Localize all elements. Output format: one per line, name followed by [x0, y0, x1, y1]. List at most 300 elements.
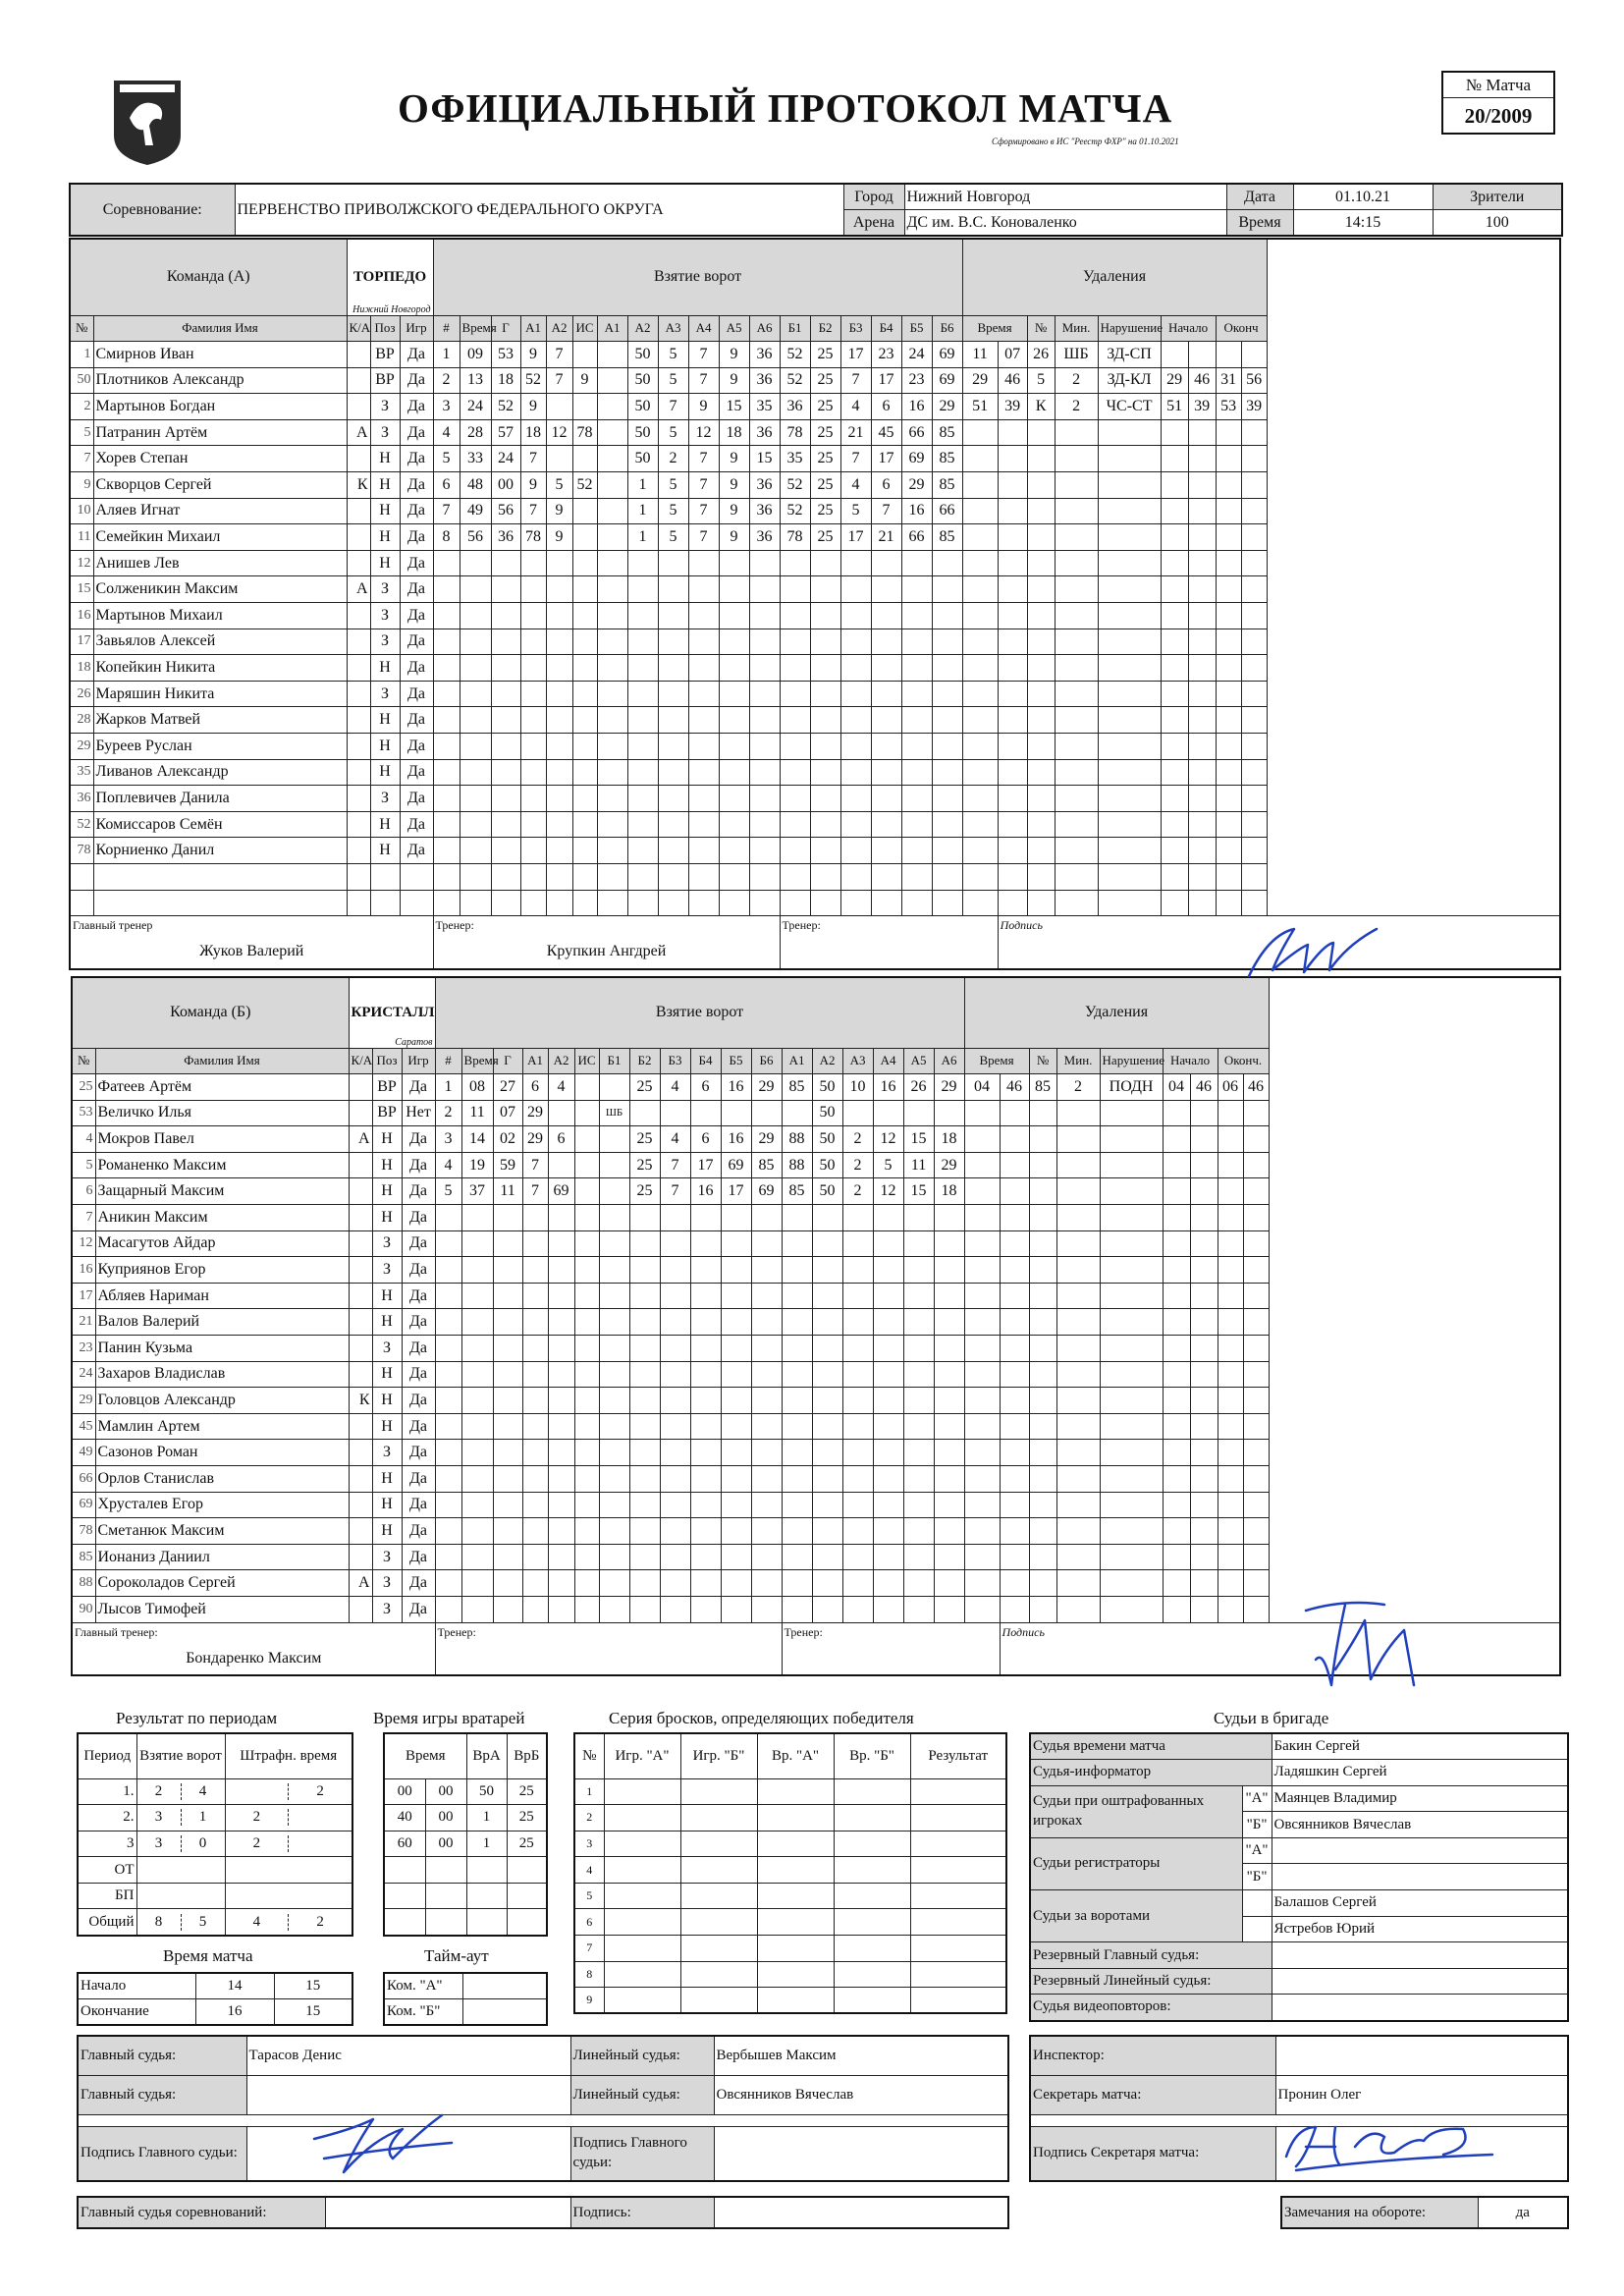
col-pen-start: Начало: [1161, 315, 1216, 342]
col-onice-6: А1: [782, 1048, 812, 1074]
onice-cell: 17: [840, 342, 871, 368]
onice-cell: 1: [627, 498, 658, 524]
player-number: 85: [72, 1544, 95, 1570]
player-name: Плотников Александр: [93, 367, 347, 394]
player-played: Да: [400, 655, 433, 682]
player-row: [72, 1074, 1560, 1101]
onice-cell: 29: [932, 394, 962, 420]
onice-cell: [690, 1100, 721, 1126]
onice-cell: 29: [901, 472, 932, 499]
player-number: 5: [70, 419, 93, 446]
col-ka: К/А: [349, 1048, 372, 1074]
col-pen-2: Мин.: [1056, 1048, 1100, 1074]
onice-cell: 5: [658, 342, 688, 368]
match-start-min: 15: [274, 1973, 352, 1999]
player-row: [70, 342, 1560, 368]
player-position: ВР: [372, 1100, 402, 1126]
gk-cell: 00: [425, 1778, 466, 1805]
player-row: [70, 863, 1560, 890]
referees-title: Судьи в бригаде: [1214, 1709, 1329, 1727]
player-played: Да: [400, 394, 433, 420]
pen-end: 56: [1241, 367, 1267, 394]
onice-cell: 52: [780, 367, 810, 394]
player-name: Сазонов Роман: [95, 1440, 349, 1466]
player-number: 24: [72, 1361, 95, 1388]
onice-cell: 69: [932, 367, 962, 394]
onice-cell: 7: [688, 446, 719, 472]
col-goal-2: Г: [493, 1048, 522, 1074]
player-played: Да: [400, 446, 433, 472]
player-name: Валов Валерий: [95, 1309, 349, 1336]
onice-cell: [597, 472, 627, 499]
onice-cell: 15: [903, 1178, 934, 1205]
onice-cell: 23: [871, 342, 901, 368]
player-name: Смирнов Иван: [93, 342, 347, 368]
goal-cell: 7: [522, 1178, 548, 1205]
player-number: 7: [72, 1205, 95, 1231]
goal-cell: 36: [491, 524, 520, 551]
gk-cell: 00: [425, 1831, 466, 1857]
goal-cell: [572, 498, 597, 524]
onice-cell: 5: [873, 1152, 903, 1178]
player-row: [70, 655, 1560, 682]
match-end-min: 15: [274, 1999, 352, 2026]
player-played: Да: [402, 1413, 435, 1440]
onice-cell: 10: [842, 1074, 873, 1101]
player-number: 1: [70, 342, 93, 368]
goal-cell: 28: [460, 419, 491, 446]
period-goals-a: 3: [137, 1809, 182, 1826]
onice-cell: [873, 1100, 903, 1126]
player-number: 12: [70, 550, 93, 576]
player-name: Панин Кузьма: [95, 1336, 349, 1362]
pen-start: 46: [1188, 367, 1216, 394]
pen-start: [1188, 342, 1216, 368]
player-played: Да: [402, 1074, 435, 1101]
player-row: [72, 1413, 1560, 1440]
ref-time-label: Судья времени матча: [1030, 1733, 1272, 1760]
player-role: [347, 498, 370, 524]
competition-label: Соревнование:: [70, 184, 235, 236]
player-name: Ливанов Александр: [93, 759, 347, 786]
player-played: Да: [402, 1518, 435, 1545]
ref-registrar-label: Судьи регистраторы: [1030, 1837, 1242, 1889]
goal-cell: [572, 446, 597, 472]
player-number: 78: [72, 1518, 95, 1545]
onice-cell: 7: [660, 1178, 690, 1205]
player-row: [70, 707, 1560, 734]
player-role: [349, 1440, 372, 1466]
goal-cell: 29: [522, 1126, 548, 1153]
col-goal-3: А1: [522, 1048, 548, 1074]
player-position: Н: [372, 1178, 402, 1205]
player-role: [349, 1283, 372, 1309]
player-position: З: [372, 1257, 402, 1284]
onice-cell: [597, 419, 627, 446]
goal-cell: [572, 394, 597, 420]
col-pen-3: Нарушение: [1098, 315, 1161, 342]
onice-cell: 5: [658, 419, 688, 446]
onice-cell: 16: [901, 498, 932, 524]
period-h1: Взятие ворот: [136, 1733, 225, 1778]
shootout-number: 3: [574, 1831, 604, 1857]
gk-row: [384, 1857, 547, 1884]
player-role: [349, 1361, 372, 1388]
shootout-table: [573, 1732, 1007, 2014]
col-onice-8: Б3: [840, 315, 871, 342]
player-played: Да: [400, 576, 433, 603]
player-position: Н: [370, 734, 400, 760]
player-played: Да: [402, 1596, 435, 1622]
player-position: Н: [372, 1309, 402, 1336]
player-position: З: [372, 1440, 402, 1466]
pen-time: 46: [998, 367, 1027, 394]
player-role: [349, 1178, 372, 1205]
pen-player: 26: [1027, 342, 1055, 368]
col-goal-1: Время: [460, 315, 491, 342]
team_b-trainer1-label: Тренер:: [437, 1624, 476, 1639]
player-number: 49: [72, 1440, 95, 1466]
pen-time: 51: [962, 394, 998, 420]
team_b-name: КРИСТАЛЛ: [351, 1005, 435, 1021]
periods-table: [77, 1732, 353, 1937]
onice-cell: 21: [871, 524, 901, 551]
goal-cell: 7: [433, 498, 460, 524]
shootout-title: Серия бросков, определяющих победителя: [609, 1709, 914, 1727]
shootout-number: 4: [574, 1857, 604, 1884]
col-goal-1: Время: [461, 1048, 493, 1074]
gk-row: [384, 1778, 547, 1805]
pen-start: 51: [1161, 394, 1188, 420]
player-played: Да: [400, 681, 433, 707]
onice-cell: 18: [934, 1126, 964, 1153]
shootout-row: [574, 1805, 1006, 1831]
onice-cell: [597, 524, 627, 551]
onice-cell: 66: [901, 524, 932, 551]
ref-goal-1: Балашов Сергей: [1272, 1890, 1568, 1917]
goal-cell: [546, 394, 572, 420]
player-name: Аляев Игнат: [93, 498, 347, 524]
ref-reserve-main: Резервный Главный судья:: [1030, 1942, 1272, 1969]
player-position: З: [370, 629, 400, 655]
gk-h1: ВрА: [466, 1733, 507, 1778]
document-title: ОФИЦИАЛЬНЫЙ ПРОТОКОЛ МАТЧА: [398, 85, 1173, 131]
onice-cell: 17: [690, 1152, 721, 1178]
onice-cell: 16: [901, 394, 932, 420]
player-name: Копейкин Никита: [93, 655, 347, 682]
pen-start: 39: [1188, 394, 1216, 420]
gk-cell: 1: [466, 1831, 507, 1857]
pen-time: 46: [1000, 1074, 1029, 1101]
goal-cell: 07: [493, 1100, 522, 1126]
onice-cell: 12: [873, 1178, 903, 1205]
team_a-trainer2-label: Тренер:: [782, 918, 821, 933]
player-role: [349, 1257, 372, 1284]
onice-cell: 4: [840, 472, 871, 499]
onice-cell: 18: [934, 1178, 964, 1205]
goal-cell: 56: [491, 498, 520, 524]
onice-cell: 29: [934, 1074, 964, 1101]
main-ref-sign-label-2: Подпись Главного судьи:: [570, 2126, 714, 2181]
player-role: [349, 1544, 372, 1570]
pen-player: 5: [1027, 367, 1055, 394]
goal-cell: 5: [433, 446, 460, 472]
col-onice-5: А6: [749, 315, 780, 342]
period-goals-b: 1: [198, 1809, 207, 1826]
period-goals-b: 5: [198, 1913, 207, 1930]
team_b-city: Саратов: [395, 1036, 433, 1048]
col-goal-4: А2: [546, 315, 572, 342]
gk-row: [384, 1883, 547, 1909]
pen-infraction: ПОДН: [1100, 1074, 1163, 1101]
player-number: 25: [72, 1074, 95, 1101]
goal-cell: [574, 1126, 599, 1153]
player-number: 18: [70, 655, 93, 682]
onice-cell: 50: [812, 1178, 842, 1205]
player-name: Завьялов Алексей: [93, 629, 347, 655]
competition-ref-sign-label: Подпись:: [570, 2197, 714, 2228]
onice-cell: 9: [719, 472, 749, 499]
shootout-row: [574, 1831, 1006, 1857]
player-number: 12: [72, 1230, 95, 1257]
onice-cell: 17: [871, 367, 901, 394]
time-label: Время: [1226, 210, 1293, 237]
goal-cell: 7: [522, 1152, 548, 1178]
player-played: Да: [400, 838, 433, 864]
gk-h0: Время: [384, 1733, 466, 1778]
onice-cell: 5: [658, 498, 688, 524]
inspector: [1275, 2036, 1568, 2075]
pen-player: 85: [1029, 1074, 1056, 1101]
onice-cell: 69: [932, 342, 962, 368]
onice-cell: 9: [719, 498, 749, 524]
player-role: [347, 759, 370, 786]
goal-cell: 24: [460, 394, 491, 420]
onice-cell: [599, 1152, 629, 1178]
player-row: [72, 1230, 1560, 1257]
player-number: 4: [72, 1126, 95, 1153]
player-role: [347, 367, 370, 394]
goal-cell: 5: [546, 472, 572, 499]
player-role: [347, 681, 370, 707]
onice-cell: 50: [627, 394, 658, 420]
onice-cell: 16: [873, 1074, 903, 1101]
player-row: [72, 1100, 1560, 1126]
pen-time: 07: [998, 342, 1027, 368]
onice-cell: 25: [810, 342, 840, 368]
player-name: Анишев Лев: [93, 550, 347, 576]
player-role: [349, 1492, 372, 1518]
player-played: Да: [400, 786, 433, 812]
team_b-trainer1-cell: [435, 1622, 782, 1675]
onice-cell: 6: [871, 394, 901, 420]
line-ref-1: Вербышев Максим: [714, 2036, 1008, 2075]
pen-start: 46: [1190, 1074, 1218, 1101]
col-goal-3: А1: [520, 315, 546, 342]
player-role: [347, 655, 370, 682]
team_b-trainer2-cell: [782, 1622, 1000, 1675]
player-played: Да: [402, 1440, 435, 1466]
shootout-row: [574, 1778, 1006, 1805]
player-position: З: [372, 1336, 402, 1362]
shootout-row: [574, 1936, 1006, 1962]
onice-cell: 12: [873, 1126, 903, 1153]
player-position: Н: [370, 446, 400, 472]
inspector-label: Инспектор:: [1030, 2036, 1275, 2075]
player-position: Н: [370, 707, 400, 734]
match-end-hour: 16: [195, 1999, 274, 2026]
player-played: Да: [402, 1544, 435, 1570]
player-role: [349, 1230, 372, 1257]
player-row: [72, 1544, 1560, 1570]
ref-info-label: Судья-информатор: [1030, 1760, 1272, 1786]
team_b-coach-label: Главный тренер:: [75, 1624, 158, 1639]
onice-cell: [934, 1100, 964, 1126]
goal-cell: 18: [520, 419, 546, 446]
player-role: [347, 707, 370, 734]
player-number: 6: [72, 1178, 95, 1205]
onice-cell: 24: [901, 342, 932, 368]
player-row: [70, 603, 1560, 629]
onice-cell: 6: [871, 472, 901, 499]
period-pim-b: 2: [316, 1782, 324, 1799]
col-played: Игр: [402, 1048, 435, 1074]
pen-minutes: 2: [1055, 367, 1098, 394]
player-row: [70, 890, 1560, 916]
onice-cell: [782, 1100, 812, 1126]
team_a-trainer1-cell: [433, 916, 780, 969]
player-played: Да: [400, 550, 433, 576]
goal-cell: 3: [433, 394, 460, 420]
onice-cell: 7: [688, 342, 719, 368]
col-onice-11: А6: [934, 1048, 964, 1074]
player-name: Солженикин Максим: [93, 576, 347, 603]
onice-cell: 17: [721, 1178, 751, 1205]
shootout-row: [574, 1988, 1006, 2014]
onice-cell: 52: [780, 498, 810, 524]
goal-cell: 52: [491, 394, 520, 420]
col-pen-end: Оконч.: [1218, 1048, 1269, 1074]
player-played: Да: [402, 1388, 435, 1414]
team_a-name-cell: [347, 239, 433, 315]
col-pen-time: Время: [964, 1048, 1029, 1074]
player-played: Да: [400, 734, 433, 760]
ref-video: Судья видеоповторов:: [1030, 1995, 1272, 2021]
player-played: Да: [402, 1466, 435, 1493]
player-position: З: [370, 603, 400, 629]
goal-cell: 19: [461, 1152, 493, 1178]
timeout-title: Тайм-аут: [424, 1946, 489, 1965]
onice-cell: 35: [749, 394, 780, 420]
competition-ref-table: [77, 2196, 1009, 2229]
player-name: Хорев Степан: [93, 446, 347, 472]
onice-cell: 21: [840, 419, 871, 446]
player-number: 36: [70, 786, 93, 812]
col-onice-10: Б5: [901, 315, 932, 342]
ref-pen-tag-a: "А": [1242, 1785, 1272, 1812]
goal-cell: 59: [493, 1152, 522, 1178]
onice-cell: 50: [812, 1100, 842, 1126]
team_a-goals-header: Взятие ворот: [433, 239, 962, 315]
player-position: Н: [372, 1283, 402, 1309]
main-ref-1: Тарасов Денис: [246, 2036, 570, 2075]
player-name: Семейкин Михаил: [93, 524, 347, 551]
player-played: Нет: [402, 1100, 435, 1126]
onice-cell: 7: [660, 1152, 690, 1178]
player-position: Н: [372, 1413, 402, 1440]
shootout-row: [574, 1883, 1006, 1909]
shootout-h5: Результат: [910, 1733, 1006, 1778]
goal-cell: [572, 342, 597, 368]
onice-cell: 78: [780, 419, 810, 446]
goal-cell: 9: [546, 524, 572, 551]
player-role: [349, 1100, 372, 1126]
onice-cell: 35: [780, 446, 810, 472]
onice-cell: [721, 1100, 751, 1126]
ref-reg-tag-a: "А": [1242, 1837, 1272, 1864]
col-goal-2: Г: [491, 315, 520, 342]
player-name: Мокров Павел: [95, 1126, 349, 1153]
goal-cell: [548, 1100, 574, 1126]
player-position: Н: [370, 655, 400, 682]
goal-cell: 33: [460, 446, 491, 472]
player-played: Да: [402, 1361, 435, 1388]
player-played: Да: [400, 419, 433, 446]
player-number: 45: [72, 1413, 95, 1440]
onice-cell: 9: [688, 394, 719, 420]
player-position: З: [370, 394, 400, 420]
onice-cell: 85: [782, 1074, 812, 1101]
onice-cell: 16: [690, 1178, 721, 1205]
goal-cell: 5: [435, 1178, 461, 1205]
player-number: 88: [72, 1570, 95, 1597]
goal-cell: [574, 1100, 599, 1126]
gk-cell: 40: [384, 1805, 425, 1831]
pen-end: [1216, 342, 1241, 368]
onice-cell: [903, 1100, 934, 1126]
player-name: Комиссаров Семён: [93, 811, 347, 838]
goal-cell: 1: [435, 1074, 461, 1101]
shootout-number: 5: [574, 1883, 604, 1909]
onice-cell: [599, 1126, 629, 1153]
col-pen-3: Нарушение: [1100, 1048, 1163, 1074]
team-b-signature: [1276, 1591, 1443, 1699]
onice-cell: 4: [660, 1126, 690, 1153]
col-goal-0: #: [433, 315, 460, 342]
period-name: 1.: [78, 1778, 136, 1805]
match-header: [69, 183, 1563, 237]
period-pim-a: 2: [226, 1835, 290, 1852]
shootout-h2: Игр. "Б": [680, 1733, 757, 1778]
col-onice-3: Б4: [690, 1048, 721, 1074]
player-position: Н: [372, 1152, 402, 1178]
onice-cell: [842, 1100, 873, 1126]
player-name: Величко Илья: [95, 1100, 349, 1126]
onice-cell: 26: [903, 1074, 934, 1101]
onice-cell: 7: [688, 472, 719, 499]
player-name: Скворцов Сергей: [93, 472, 347, 499]
player-name: Мартынов Богдан: [93, 394, 347, 420]
onice-cell: 25: [629, 1178, 660, 1205]
player-number: 15: [70, 576, 93, 603]
col-played: Игр: [400, 315, 433, 342]
gk-cell: 1: [466, 1805, 507, 1831]
goal-cell: [548, 1152, 574, 1178]
team_a-trainer1-label: Тренер:: [435, 918, 474, 933]
onice-cell: 50: [627, 342, 658, 368]
player-row: [70, 629, 1560, 655]
player-row: [72, 1178, 1560, 1205]
